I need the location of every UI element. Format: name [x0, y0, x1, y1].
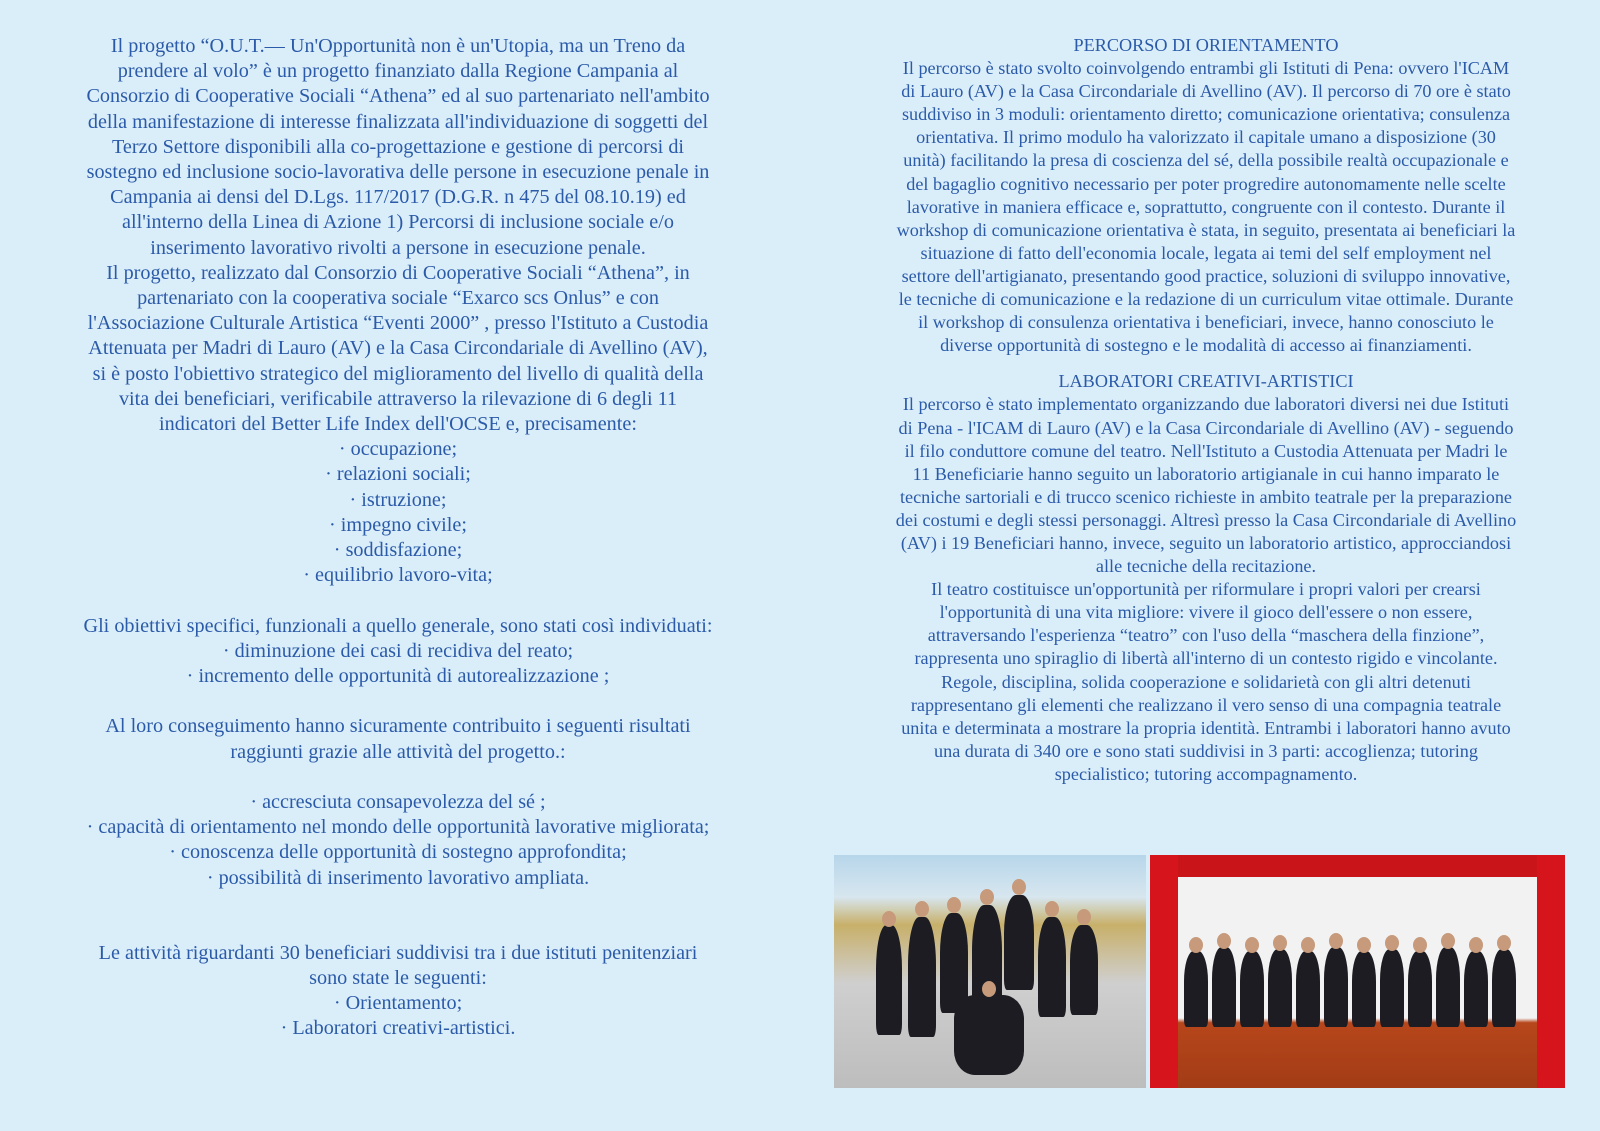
text-line: dei costumi e degli stessi personaggi. Altresì presso la Casa Circondariale di Avellino — [895, 509, 1517, 530]
left-column — [38, 34, 758, 1042]
list-item: · equilibrio lavoro-vita; — [303, 564, 493, 587]
text-line: Il progetto, realizzato dal Consorzio di Cooperative Sociali “Athena”, in — [106, 261, 690, 284]
text-line: sono state le seguenti: — [309, 967, 487, 990]
text-line: prendere al volo” è un progetto finanziato dalla Regione Campania al — [117, 60, 679, 83]
results-heading — [38, 714, 758, 764]
text-line: specialistico; tutoring accompagnamento. — [1054, 763, 1358, 784]
text-line: diverse opportunità di sostegno e le modalità di accesso ai finanziamenti. — [940, 335, 1472, 356]
text-line: Consorzio di Cooperative Sociali “Athena” ed al suo partenariato nell'ambito — [86, 85, 710, 108]
text-line: rappresentano gli elementi che realizzano il vero senso di una compagnia teatrale — [910, 694, 1502, 715]
indicators-list — [38, 437, 758, 588]
text-line: lavorative in maniera efficace e, soprattutto, congruente con il contesto. Durante il — [906, 196, 1506, 217]
list-item: · istruzione; — [349, 488, 447, 511]
objectives-list — [38, 639, 758, 689]
text-line: una durata di 340 ore e sono stati suddivisi in 3 parti: accoglienza; tutoring — [934, 740, 1478, 761]
text-line: indicatori del Better Life Index dell'OCSE e, precisamente: — [159, 413, 637, 436]
text-line: attraversando l'esperienza “teatro” con l'uso della “maschera della finzione”, — [927, 625, 1485, 646]
text-line: tecniche sartoriali e di trucco scenico richieste in ambito teatrale per la preparazione — [899, 486, 1512, 507]
text-line: il workshop di consulenza orientativa i beneficiari, invece, hanno conosciuto le — [918, 312, 1494, 333]
text-line: l'Associazione Culturale Artistica “Eventi 2000” , presso l'Istituto a Custodia — [87, 312, 709, 335]
text-line: orientativa. Il primo modulo ha valorizzato il capitale umano a disposizione (30 — [916, 127, 1496, 148]
text-line: Le attività riguardanti 30 beneficiari suddivisi tra i due istituti penitenziari — [98, 941, 698, 964]
text-line: il filo conduttore comune del teatro. Nell'Istituto a Custodia Attenuata per Madri le — [904, 440, 1508, 461]
text-line: raggiunti grazie alle attività del progetto.: — [230, 740, 566, 763]
text-line: le tecniche di comunicazione e la redazione di un curriculum vitae ottimale. Durante — [898, 289, 1514, 310]
text-line: si è posto l'obiettivo strategico del miglioramento del livello di qualità della — [92, 362, 704, 385]
objectives-heading: Gli obiettivi specifici, funzionali a quello generale, sono stati così individuati: — [83, 614, 713, 637]
text-line: Regole, disciplina, solida cooperazione e solidarietà con gli altri detenuti — [941, 671, 1471, 692]
text-line: partenariato con la cooperativa sociale “Exarco scs Onlus” e con — [137, 287, 659, 310]
labs-paragraph — [846, 393, 1566, 786]
text-line: all'interno della Linea di Azione 1) Percorsi di inclusione sociale e/o — [122, 211, 674, 234]
text-line: rappresenta uno spiraglio di libertà all'interno di un contesto rigido e vincolante. — [914, 648, 1498, 669]
text-line: alle tecniche della recitazione. — [1095, 556, 1317, 577]
text-line: vita dei beneficiari, verificabile attraverso la rilevazione di 6 degli 11 — [118, 387, 678, 410]
right-column — [846, 34, 1566, 786]
list-item: · incremento delle opportunità di autorealizzazione ; — [186, 665, 610, 688]
list-item: · occupazione; — [338, 438, 458, 461]
list-item: · impegno civile; — [329, 513, 467, 536]
group-photo-women — [834, 855, 1146, 1088]
text-line: unita e determinata a mostrare la propria identità. Entrambi i laboratori hanno avuto — [901, 717, 1511, 738]
text-line: Attenuata per Madri di Lauro (AV) e la Casa Circondariale di Avellino (AV), — [88, 337, 708, 360]
text-line: inserimento lavorativo rivolti a persone in esecuzione penale. — [150, 236, 646, 259]
text-line: Terzo Settore disponibili alla co-progettazione e gestione di percorsi di — [111, 135, 685, 158]
text-line: situazione di fatto dell'economia locale, legata ai temi del self employment nel — [920, 242, 1492, 263]
stage-curtain-right — [1537, 855, 1565, 1088]
text-line: di Lauro (AV) e la Casa Circondariale di Avellino (AV). Il percorso di 70 ore è stato — [901, 81, 1511, 102]
text-line: Il percorso è stato svolto coinvolgendo entrambi gli Istituti di Pena: ovvero l'ICAM — [902, 58, 1510, 79]
list-item: · conoscenza delle opportunità di sostegno approfondita; — [169, 841, 627, 864]
text-line: Al loro conseguimento hanno sicuramente contribuito i seguenti risultati — [105, 715, 691, 738]
text-line: del bagaglio cognitivo necessario per poter progredire autonomamente nelle scelte — [906, 173, 1506, 194]
activities-paragraph — [38, 941, 758, 1042]
text-line: 11 Beneficiarie hanno seguito un laboratorio artigianale in cui hanno imparato le — [912, 463, 1500, 484]
list-item: · relazioni sociali; — [325, 463, 471, 486]
list-item: · possibilità di inserimento lavorativo ampliata. — [206, 866, 590, 889]
text-line: Il teatro costituisce un'opportunità per riformulare i propri valori per crearsi — [931, 579, 1481, 600]
text-line: (AV) i 19 Beneficiari hanno, invece, seguito un laboratorio artistico, approcciandosi — [900, 532, 1512, 553]
text-line: unità) facilitando la presa di coscienza del sé, della possibile realtà occupazionale e — [903, 150, 1509, 171]
orientation-paragraph — [846, 57, 1566, 357]
text-line: · Laboratori creativi-artistici. — [280, 1017, 516, 1040]
text-line: workshop di comunicazione orientativa è stata, in seguito, presentata ai beneficiari la — [896, 219, 1516, 240]
list-item: · diminuzione dei casi di recidiva del reato; — [222, 639, 574, 662]
labs-title: LABORATORI CREATIVI-ARTISTICI — [1058, 371, 1354, 392]
intro-paragraph — [38, 34, 758, 437]
results-list — [38, 790, 758, 891]
stage-curtain-left — [1150, 855, 1178, 1088]
text-line: settore dell'artigianato, presentando good practice, soluzioni di sviluppo innovative, — [901, 265, 1511, 286]
text-line: di Pena - l'ICAM di Lauro (AV) e la Casa Circondariale di Avellino (AV) - seguendo — [898, 417, 1514, 438]
theatre-stage-photo — [1150, 855, 1565, 1088]
list-item: · soddisfazione; — [333, 539, 463, 562]
text-line: l'opportunità di una vita migliore: vivere il gioco dell'essere o non essere, — [939, 602, 1473, 623]
text-line: sostegno ed inclusione socio-lavorativa delle persone in esecuzione penale in — [86, 161, 710, 184]
text-line: · Orientamento; — [333, 992, 463, 1015]
orientation-title: PERCORSO DI ORIENTAMENTO — [1073, 35, 1339, 55]
list-item: · accresciuta consapevolezza del sé ; — [250, 791, 546, 814]
text-line: Il progetto “O.U.T.— Un'Opportunità non è un'Utopia, ma un Treno da — [110, 35, 686, 57]
text-line: Il percorso è stato implementato organizzando due laboratori diversi nei due Istituti — [902, 394, 1510, 415]
text-line: della manifestazione di interesse finalizzata all'individuazione di soggetti del — [87, 110, 709, 133]
text-line: suddiviso in 3 moduli: orientamento diretto; comunicazione orientativa; consulenza — [901, 104, 1511, 125]
text-line: Campania ai densi del D.Lgs. 117/2017 (D.G.R. n 475 del 08.10.19) ed — [110, 186, 686, 209]
list-item: · capacità di orientamento nel mondo delle opportunità lavorative migliorata; — [86, 816, 710, 839]
stage-valance — [1150, 855, 1565, 877]
